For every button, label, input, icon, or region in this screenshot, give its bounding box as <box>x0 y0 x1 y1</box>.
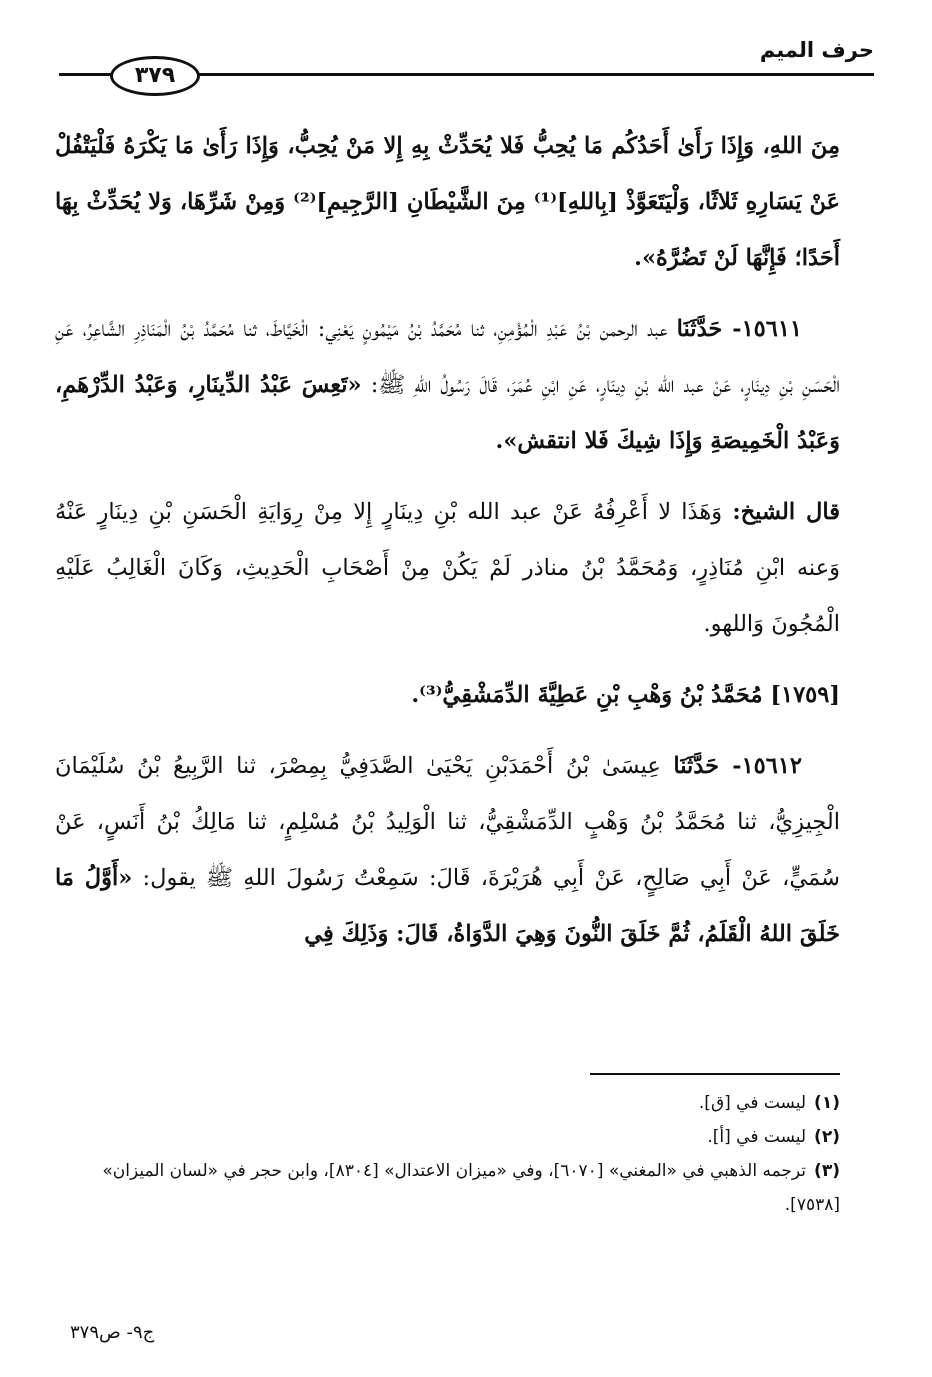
footnote-marker: (٢) <box>814 1127 840 1147</box>
footnote-text: ليست في [ق]. <box>698 1093 807 1113</box>
footnote-item <box>55 1154 840 1222</box>
page-header <box>55 28 874 98</box>
comment-label: قال الشيخ: <box>732 499 841 525</box>
main-text <box>55 118 840 977</box>
isnad-text: عِيسَىٰ بْنُ أَحْمَدَبْنِ يَحْيَىٰ الصَّدَفِيُّ بِمِصْرَ، ثنا الرَّبِيعُ بْنُ سُلَيْمَانَ الْجِيزِيُّ، ثنا مُحَمَّدُ بْنُ وَهْبٍ الدِّمَشْقِيُّ، ثنا الْوَلِيدُ بْنُ مُسْلِمٍ، ثنا مَالِكُ بْنُ أَنَسٍ، عَنْ سُمَيٍّ، عَنْ أَبِي صَالِحٍ، عَنْ أَبِي هُرَيْرَةَ، قَالَ: سَمِعْتُ رَسُولَ اللهِ ﷺ يقول: <box>55 753 840 891</box>
matn-text: «أَوَّلُ مَا خَلَقَ اللهُ الْقَلَمُ، ثُمَّ خَلَقَ النُّونَ وَهِيَ الدَّوَاةُ، قَالَ: وَذَلِكَ فِي <box>55 865 840 947</box>
paragraph-shaykh-comment <box>55 484 840 652</box>
footnote-item <box>55 1086 840 1120</box>
footnote-item <box>55 1120 840 1154</box>
isnad-text: عبد الرحمن بْنُ عَبْدِ الْمُؤْمِنِ، ثنا مُحَمَّدُ بْنُ مَيْمُونٍ يَعْنِي: الْخَيَّاطَ، ثنا مُحَمَّدُ بْنُ الْمَنَاذِرِ الشَّاعِرُ، عَنِ الْحَسَنِ بْنِ دِينَارٍ، عَنْ عبد الله بْنِ دِينَارٍ، عَنِ ابْنِ عُمَرَ، قَالَ رَسُولُ اللهِ ﷺ: <box>55 316 841 398</box>
footnote-marker: (١) <box>814 1093 840 1113</box>
paragraph-hadith-15612 <box>55 738 840 962</box>
comment-text: وَهَذَا لا أَعْرِفُهُ عَنْ عبد الله بْنِ دِينَارٍ إِلا مِنْ رِوَايَةِ الْحَسَنِ بْنِ دِينَارٍ عَنْهُ وَعنه ابْنِ مُنَاذِرٍ، وَمُحَمَّدُ بْنُ مناذر لَمْ يَكُنْ مِنْ أَصْحَابِ الْحَدِيثِ، وَكَانَ الْغَالِبُ عَلَيْهِ الْمُجُونَ وَاللهو. <box>55 499 840 637</box>
volume-page-reference: ج٩- ص٣٧٩ <box>70 1322 155 1343</box>
paragraph-hadith-continuation: مِنَ اللهِ، وَإِذَا رَأَىٰ أَحَدُكُم مَا يُحِبُّ فَلا يُحَدِّثْ بِهِ إِلا مَنْ يُحِبُّ، وَإِذَا رَأَىٰ مَا يَكْرَهُ فَلْيَتْفُلْ عَنْ يَسَارِهِ ثَلاثًا، وَلْيَتَعَوَّذْ [بِاللهِ]⁽¹⁾ مِنَ الشَّيْطَانِ [الرَّجِيمِ]⁽²⁾ وَمِنْ شَرِّهَا، وَلا يُحَدِّثْ بِهَا أَحَدًا؛ فَإِنَّهَا لَنْ تَضُرَّهُ». <box>55 133 840 271</box>
footnote-text: ترجمه الذهبي في «المغني» [٦٠٧٠]، وفي «ميزان الاعتدال» [٨٣٠٤]، وابن حجر في «لسان الميزان» [٧٥٣٨]. <box>102 1161 840 1215</box>
hadith-number: ١٥٦١٢- حَدَّثَنَا <box>673 753 802 779</box>
footnote-text: ليست في [أ]. <box>707 1127 807 1147</box>
page-number-badge: ٣٧٩ <box>110 56 200 96</box>
footnotes <box>55 1086 840 1222</box>
paragraph-hadith-15611 <box>55 301 840 469</box>
narrator-heading: [١٧٥٩] مُحَمَّدُ بْنُ وَهْبِ بْنِ عَطِيَّةَ الدِّمَشْقِيُّ⁽³⁾. <box>411 682 840 708</box>
footnote-marker: (٣) <box>814 1161 840 1181</box>
footnote-separator <box>590 1073 840 1075</box>
matn-text: «تَعِسَ عَبْدُ الدِّينَارِ، وَعَبْدُ الدِّرْهَمِ، وَعَبْدُ الْخَمِيصَةِ وَإِذَا شِيكَ فَلا انتقش». <box>55 372 840 454</box>
running-title: حرف الميم <box>759 38 874 62</box>
hadith-number: ١٥٦١١- حَدَّثَنَا <box>676 316 802 342</box>
